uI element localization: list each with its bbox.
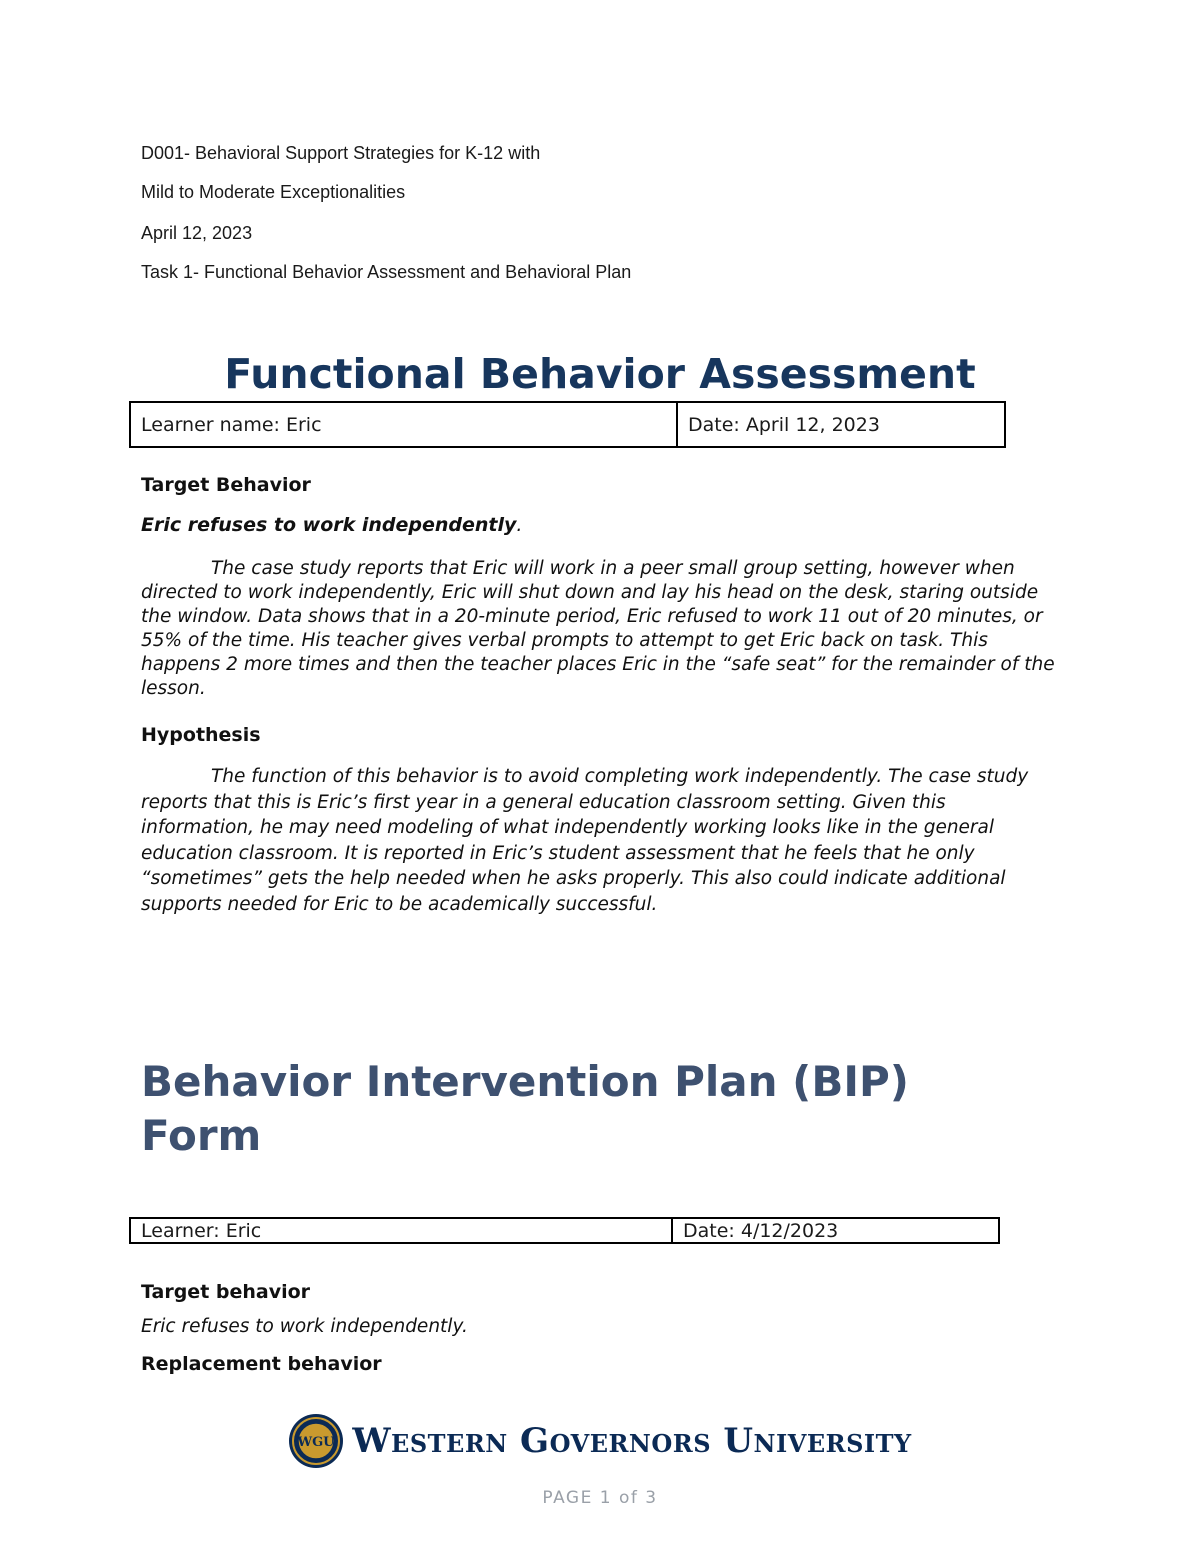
wgu-seal-text: WGU (297, 1435, 335, 1450)
fba-target-statement-text: Eric refuses to work independently (141, 514, 517, 536)
page-number: PAGE 1 of 3 (542, 1488, 658, 1508)
university-name: Western Governors University (352, 1421, 912, 1461)
fba-target-behavior-heading: Target Behavior (141, 474, 311, 496)
fba-target-statement (141, 514, 522, 536)
bip-target-behavior-heading: Target behavior (141, 1281, 311, 1303)
bip-title: Behavior Intervention Plan (BIP) Form (141, 1057, 909, 1160)
document-date: April 12, 2023 (141, 223, 253, 243)
fba-title: Functional Behavior Assessment (224, 350, 976, 398)
bip-info-table (129, 1217, 1000, 1244)
wgu-seal-icon (288, 1413, 344, 1469)
fba-target-paragraph (141, 557, 1061, 701)
fba-target-statement-period: . (516, 514, 523, 536)
fba-learner-name-cell: Learner name: Eric (141, 413, 322, 436)
course-title-line-2: Mild to Moderate Exceptionalities (141, 182, 406, 202)
bip-replacement-behavior-heading: Replacement behavior (141, 1353, 382, 1375)
bip-learner-cell: Learner: Eric (141, 1219, 262, 1242)
course-title-line-1: D001- Behavioral Support Strategies for K-12 with (141, 143, 541, 163)
fba-hypothesis-paragraph (141, 764, 1061, 917)
bip-date-cell: Date: 4/12/2023 (671, 1219, 998, 1242)
bip-target-statement: Eric refuses to work independently. (141, 1316, 468, 1337)
task-title: Task 1- Functional Behavior Assessment and Behavioral Plan (141, 262, 632, 282)
fba-info-table (129, 401, 1006, 448)
fba-hypothesis-heading: Hypothesis (141, 724, 261, 746)
fba-date-cell: Date: April 12, 2023 (676, 403, 1004, 446)
wgu-logo (0, 1410, 1200, 1472)
fba-target-paragraph-text: The case study reports that Eric will work in a peer small group setting, however when directed to work independently, Eric will shut down and lay his head on the desk, staring outside the window. Data shows that in a 20-minute period, Eric refused to work 11 out of 20 minutes, or 55% of the time. His teacher gives verbal prompts to attempt to get Eric back on task. This happens 2 more times and then the teacher places Eric in the “safe seat” for the remainder of the lesson. (141, 558, 1055, 699)
fba-hypothesis-paragraph-text: The function of this behavior is to avoid completing work independently. The case study reports that this is Eric’s first year in a general education classroom setting. Given this information, he may need modeling of what independently working looks like in the general education classroom. It is reported in Eric’s student assessment that he feels that he only “sometimes” gets the help needed when he asks properly. This also could indicate additional supports needed for Eric to be academically successful. (141, 766, 1029, 915)
